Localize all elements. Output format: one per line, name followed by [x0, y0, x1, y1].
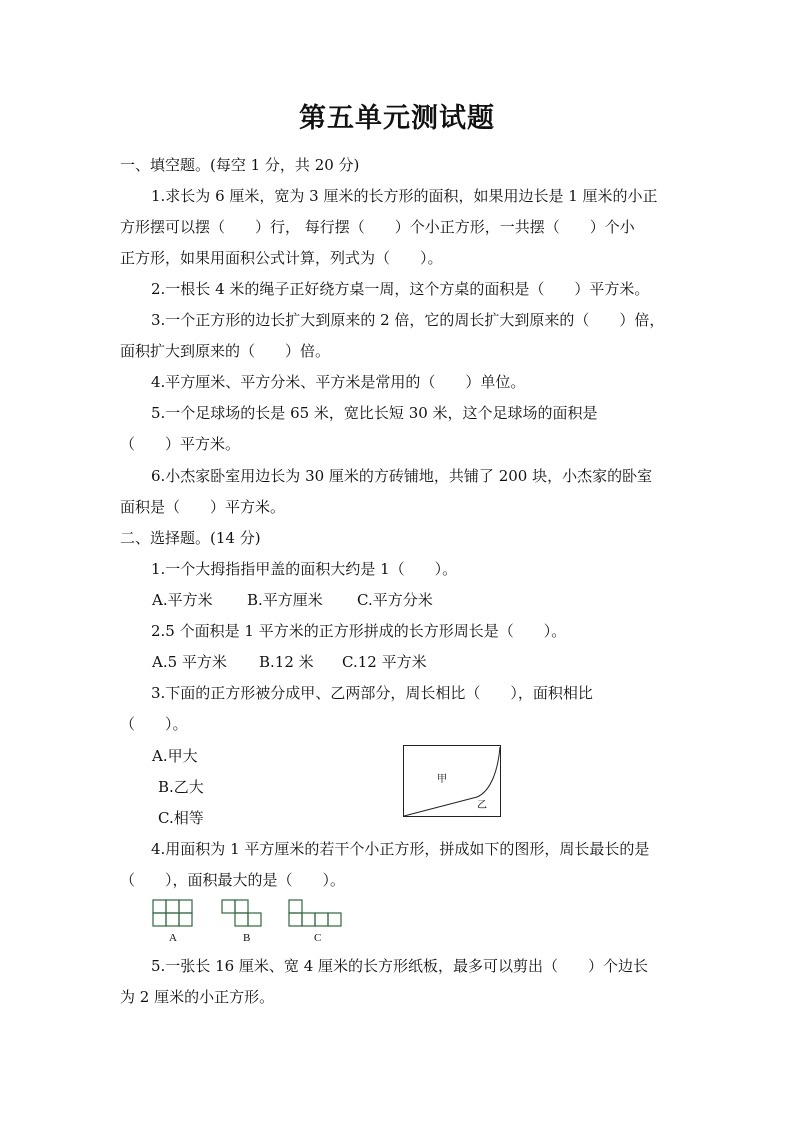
- s2-q3-line2: （ ）。: [120, 715, 188, 733]
- s2-q1: 1.一个大拇指指甲盖的面积大约是 1（ ）。: [151, 560, 458, 578]
- s2-q1-option-c: C.平方分米: [357, 591, 433, 609]
- s2-q3-option-c: C.相等: [158, 809, 204, 827]
- region-jia-label: 甲: [437, 774, 447, 785]
- page-title: 第五单元测试题: [299, 103, 495, 134]
- s1-q5-line1: 5.一个足球场的长是 65 米，宽比长短 30 米，这个足球场的面积是: [151, 404, 598, 422]
- s2-q2-option-b: B.12 米: [259, 653, 314, 671]
- s2-q5-line1: 5.一张长 16 厘米、宽 4 厘米的长方形纸板，最多可以剪出（ ）个边长: [151, 957, 649, 975]
- figure-b-label: B: [243, 932, 251, 944]
- figure-b-shape: [221, 899, 263, 927]
- s1-q6-line2: 面积是（ ）平方米。: [120, 498, 286, 516]
- s1-q6-line1: 6.小杰家卧室用边长为 30 厘米的方砖铺地，共铺了 200 块，小杰家的卧室: [151, 467, 653, 485]
- region-yi-label: 乙: [477, 800, 487, 811]
- section-1-heading: 一、填空题。(每空 1 分，共 20 分): [120, 156, 360, 174]
- s2-q1-option-a: A.平方米: [152, 591, 213, 609]
- s2-q3-option-b: B.乙大: [158, 778, 204, 796]
- s2-q2-option-a: A.5 平方米: [152, 653, 227, 671]
- s1-q2: 2.一根长 4 米的绳子正好绕方桌一周，这个方桌的面积是（ ）平方米。: [151, 280, 650, 298]
- figure-c-label: C: [314, 932, 322, 944]
- s1-q1-line2: 方形摆可以摆（ ）行， 每行摆（ ）个小正方形，一共摆（ ）个小: [120, 218, 635, 236]
- s2-q1-option-b: B.平方厘米: [247, 591, 323, 609]
- figure-a-grid: [152, 899, 194, 927]
- s1-q3-line1: 3.一个正方形的边长扩大到原来的 2 倍，它的周长扩大到原来的（ ）倍，: [151, 311, 665, 329]
- s1-q1-line3: 正方形，如果用面积公式计算，列式为（ ）。: [120, 249, 443, 267]
- s1-q4: 4.平方厘米、平方分米、平方米是常用的（ ）单位。: [151, 373, 526, 391]
- section-2-heading: 二、选择题。(14 分): [120, 529, 261, 547]
- s2-q3-line1: 3.下面的正方形被分成甲、乙两部分，周长相比（ ），面积相比: [151, 684, 593, 702]
- q3-divided-square-figure: [403, 745, 503, 819]
- s1-q5-line2: （ ）平方米。: [120, 435, 241, 453]
- s2-q5-line2: 为 2 厘米的小正方形。: [120, 988, 275, 1006]
- figure-a-label: A: [169, 932, 177, 944]
- s1-q3-line2: 面积扩大到原来的（ ）倍。: [120, 342, 331, 360]
- s1-q1-line1: 1.求长为 6 厘米，宽为 3 厘米的长方形的面积，如果用边长是 1 厘米的小正: [151, 187, 658, 205]
- s2-q2-option-c: C.12 平方米: [342, 653, 427, 671]
- figure-c-shape: [288, 899, 344, 927]
- s2-q4-line2: （ ），面积最大的是（ ）。: [120, 871, 346, 889]
- s2-q2: 2.5 个面积是 1 平方米的正方形拼成的长方形周长是（ ）。: [151, 622, 567, 640]
- s2-q4-line1: 4.用面积为 1 平方厘米的若干个小正方形，拼成如下的图形，周长最长的是: [151, 840, 650, 858]
- s2-q3-option-a: A.甲大: [152, 747, 198, 765]
